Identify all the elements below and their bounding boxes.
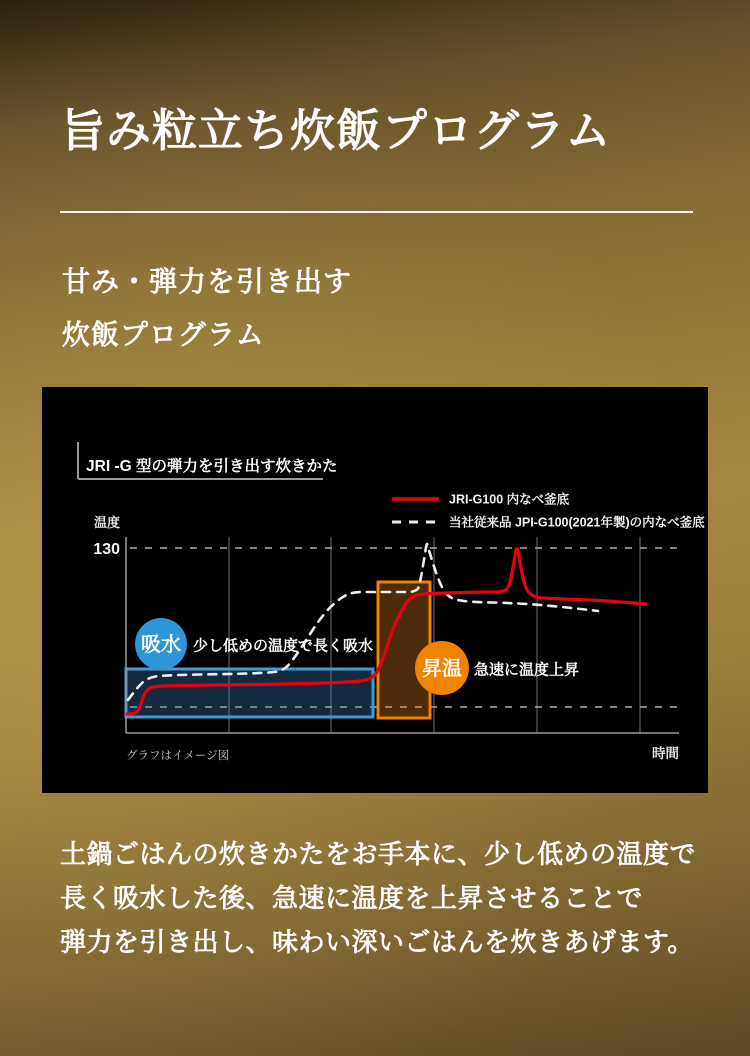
svg-text:当社従来品 JPI-G100(2021年製)の内なべ釜底: 当社従来品 JPI-G100(2021年製)の内なべ釜底 [449, 515, 705, 530]
description-line2: 長く吸水した後、急速に温度を上昇させることで [60, 884, 644, 913]
divider [60, 211, 693, 213]
subtitle-line2: 炊飯プログラム [62, 320, 265, 351]
svg-text:グラフはイメージ図: グラフはイメージ図 [126, 750, 230, 762]
page-title: 旨み粒立ち炊飯プログラム [60, 106, 612, 156]
svg-text:吸水: 吸水 [141, 634, 181, 656]
svg-text:130: 130 [93, 541, 120, 558]
description-line1: 土鍋ごはんの炊きかたをお手本に、少し低めの温度で [60, 840, 697, 869]
svg-text:JRI-G100 内なべ釜底: JRI-G100 内なべ釜底 [449, 492, 570, 507]
temperature-chart [42, 387, 708, 793]
svg-text:少し低めの温度で長く吸水: 少し低めの温度で長く吸水 [193, 637, 374, 655]
svg-text:JRI -G 型の弾力を引き出す炊きかた: JRI -G 型の弾力を引き出す炊きかた [86, 458, 338, 475]
svg-text:急速に温度上昇: 急速に温度上昇 [474, 661, 580, 679]
description-line3: 弾力を引き出し、味わい深いごはんを炊きあげます。 [60, 928, 694, 957]
subtitle [62, 256, 352, 362]
svg-text:時間: 時間 [652, 746, 679, 761]
subtitle-line1: 甘み・弾力を引き出す [62, 267, 353, 298]
chart-panel [42, 387, 708, 793]
svg-text:温度: 温度 [94, 515, 121, 530]
svg-text:昇温: 昇温 [422, 658, 462, 680]
description [60, 833, 696, 965]
